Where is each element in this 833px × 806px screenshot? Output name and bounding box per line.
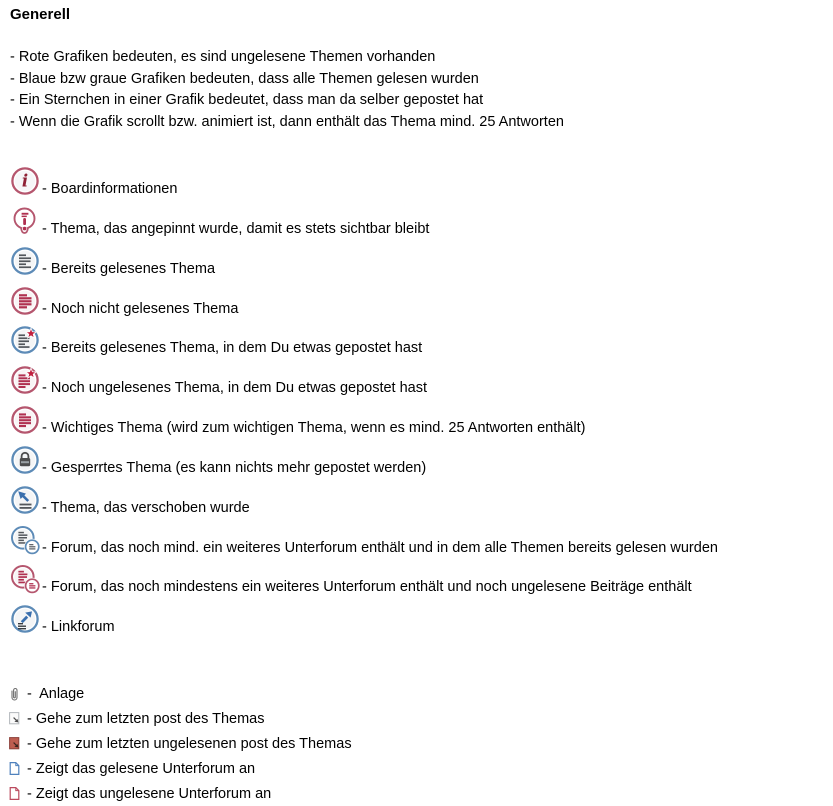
legend-row [10, 604, 718, 634]
legend-label: - Forum, das noch mind. ein weiteres Unterforum enthält und in dem alle Themen bereits gelesen wurden [42, 539, 718, 556]
legend-label: - Linkforum [42, 619, 115, 636]
read-subforum-icon [8, 761, 21, 776]
legend-label: - Gesperrtes Thema (es kann nichts mehr gepostet werden) [42, 459, 427, 476]
small-legend-row [8, 736, 352, 752]
legend-label: - Thema, das verschoben wurde [42, 499, 250, 516]
unread-topic-icon [10, 286, 40, 316]
legend-row [10, 246, 718, 276]
legend-row [10, 206, 718, 236]
page-title: Generell [10, 6, 71, 23]
small-legend-label: - Zeigt das gelesene Unterforum an [27, 760, 256, 777]
legend-row [10, 564, 718, 594]
legend-row [10, 325, 718, 355]
legend-row [10, 485, 718, 515]
small-legend-label: - Gehe zum letzten post des Themas [27, 710, 265, 727]
legend-label: - Bereits gelesenes Thema, in dem Du etwas gepostet hast [42, 340, 423, 357]
legend-row [10, 445, 718, 475]
legend-row [10, 525, 718, 555]
small-legend-label: - Anlage [27, 686, 85, 702]
intro-line: - Blaue bzw graue Grafiken bedeuten, dass alle Themen gelesen wurden [10, 70, 479, 87]
board-info-icon [10, 166, 40, 196]
legend-row [10, 365, 718, 395]
legend-label: - Boardinformationen [42, 181, 178, 197]
legend-row [10, 286, 718, 316]
legend-label: - Noch nicht gelesenes Thema [42, 300, 239, 317]
read-topic-posted-icon [10, 325, 40, 355]
subforum-unread-icon [10, 564, 40, 594]
intro-line: - Rote Grafiken bedeuten, es sind ungelesene Themen vorhanden [10, 49, 436, 65]
legend-label: - Forum, das noch mindestens ein weiteres Unterforum enthält und noch ungelesene Beiträge enthält [42, 579, 692, 596]
icon-legend-list [10, 166, 718, 644]
small-icon-legend-list [8, 686, 352, 806]
legend-label: - Noch ungelesenes Thema, in dem Du etwas gepostet hast [42, 380, 428, 397]
locked-topic-icon [10, 445, 40, 475]
important-topic-icon [10, 405, 40, 435]
svg-text:i: i [21, 171, 29, 191]
attachment-icon [8, 687, 21, 702]
linkforum-icon [10, 604, 40, 634]
intro-text [10, 47, 564, 133]
pinned-topic-icon [10, 206, 40, 236]
moved-topic-icon [10, 485, 40, 515]
goto-last-post-icon [8, 711, 21, 726]
unread-topic-posted-icon [10, 365, 40, 395]
intro-line: - Wenn die Grafik scrollt bzw. animiert ist, dann enthält das Thema mind. 25 Antworten [10, 113, 564, 130]
small-legend-row [8, 761, 352, 777]
read-topic-icon [10, 246, 40, 276]
legend-label: - Thema, das angepinnt wurde, damit es stets sichtbar bleibt [42, 220, 430, 237]
legend-row [10, 405, 718, 435]
small-legend-row [8, 786, 352, 802]
small-legend-label: - Gehe zum letzten ungelesenen post des Themas [27, 735, 352, 752]
legend-label: - Bereits gelesenes Thema [42, 260, 216, 277]
subforum-read-icon [10, 525, 40, 555]
unread-subforum-icon [8, 786, 21, 801]
small-legend-row [8, 711, 352, 727]
intro-line: - Ein Sternchen in einer Grafik bedeutet, dass man da selber gepostet hat [10, 92, 484, 109]
goto-last-unread-post-icon [8, 736, 21, 751]
small-legend-label: - Zeigt das ungelesene Unterforum an [27, 785, 272, 802]
legend-label: - Wichtiges Thema (wird zum wichtigen Thema, wenn es mind. 25 Antworten enthält) [42, 420, 586, 437]
small-legend-row [8, 686, 352, 702]
legend-row [10, 166, 718, 196]
